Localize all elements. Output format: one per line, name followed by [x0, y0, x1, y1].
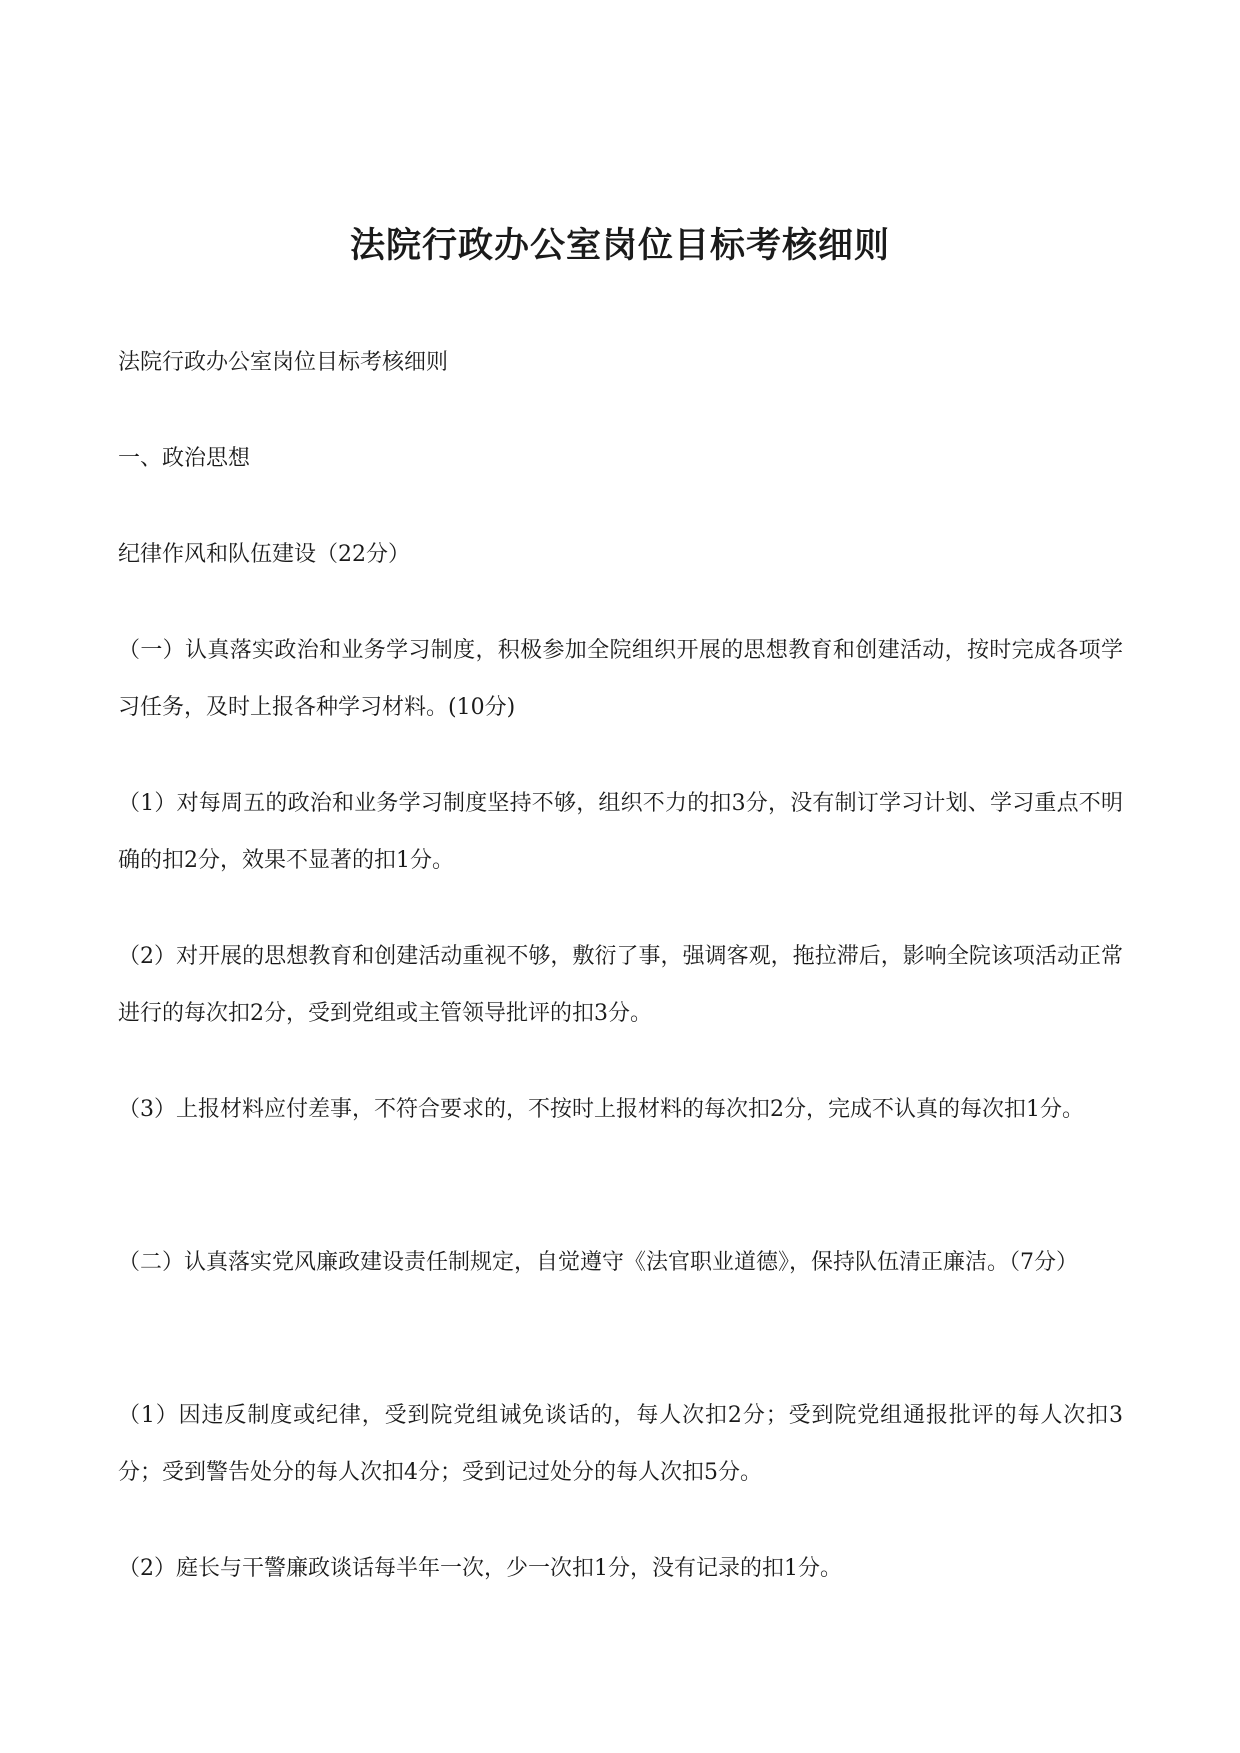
paragraph-item-2: （二）认真落实党风廉政建设责任制规定，自觉遵守《法官职业道德》，保持队伍清正廉洁。（7分）: [118, 1250, 1079, 1275]
paragraph-item-1-3: （3）上报材料应付差事，不符合要求的，不按时上报材料的每次扣2分，完成不认真的每次扣1分。: [118, 1097, 1084, 1122]
paragraph-subtitle: 法院行政办公室岗位目标考核细则: [118, 350, 449, 375]
paragraph-item-1-2: （2）对开展的思想教育和创建活动重视不够，敷衍了事，强调客观，拖拉滞后，影响全院该项活动正常进行的每次扣2分，受到党组或主管领导批评的扣3分。: [118, 944, 1123, 1026]
paragraph-item-2-2: （2）庭长与干警廉政谈话每半年一次，少一次扣1分，没有记录的扣1分。: [118, 1556, 842, 1581]
document-title: 法院行政办公室岗位目标考核细则: [349, 225, 890, 266]
paragraph-section-subheading: 纪律作风和队伍建设（22分）: [118, 542, 410, 567]
paragraph-item-1: （一）认真落实政治和业务学习制度，积极参加全院组织开展的思想教育和创建活动，按时完成各项学习任务，及时上报各种学习材料。(10分): [118, 638, 1123, 720]
paragraph-item-1-1: （1）对每周五的政治和业务学习制度坚持不够，组织不力的扣3分，没有制订学习计划、学习重点不明确的扣2分，效果不显著的扣1分。: [118, 791, 1123, 873]
paragraph-item-2-1: （1）因违反制度或纪律，受到院党组诫免谈话的，每人次扣2分；受到院党组通报批评的每人次扣3分；受到警告处分的每人次扣4分；受到记过处分的每人次扣5分。: [118, 1403, 1123, 1485]
paragraph-section-heading: 一、政治思想: [118, 446, 251, 471]
